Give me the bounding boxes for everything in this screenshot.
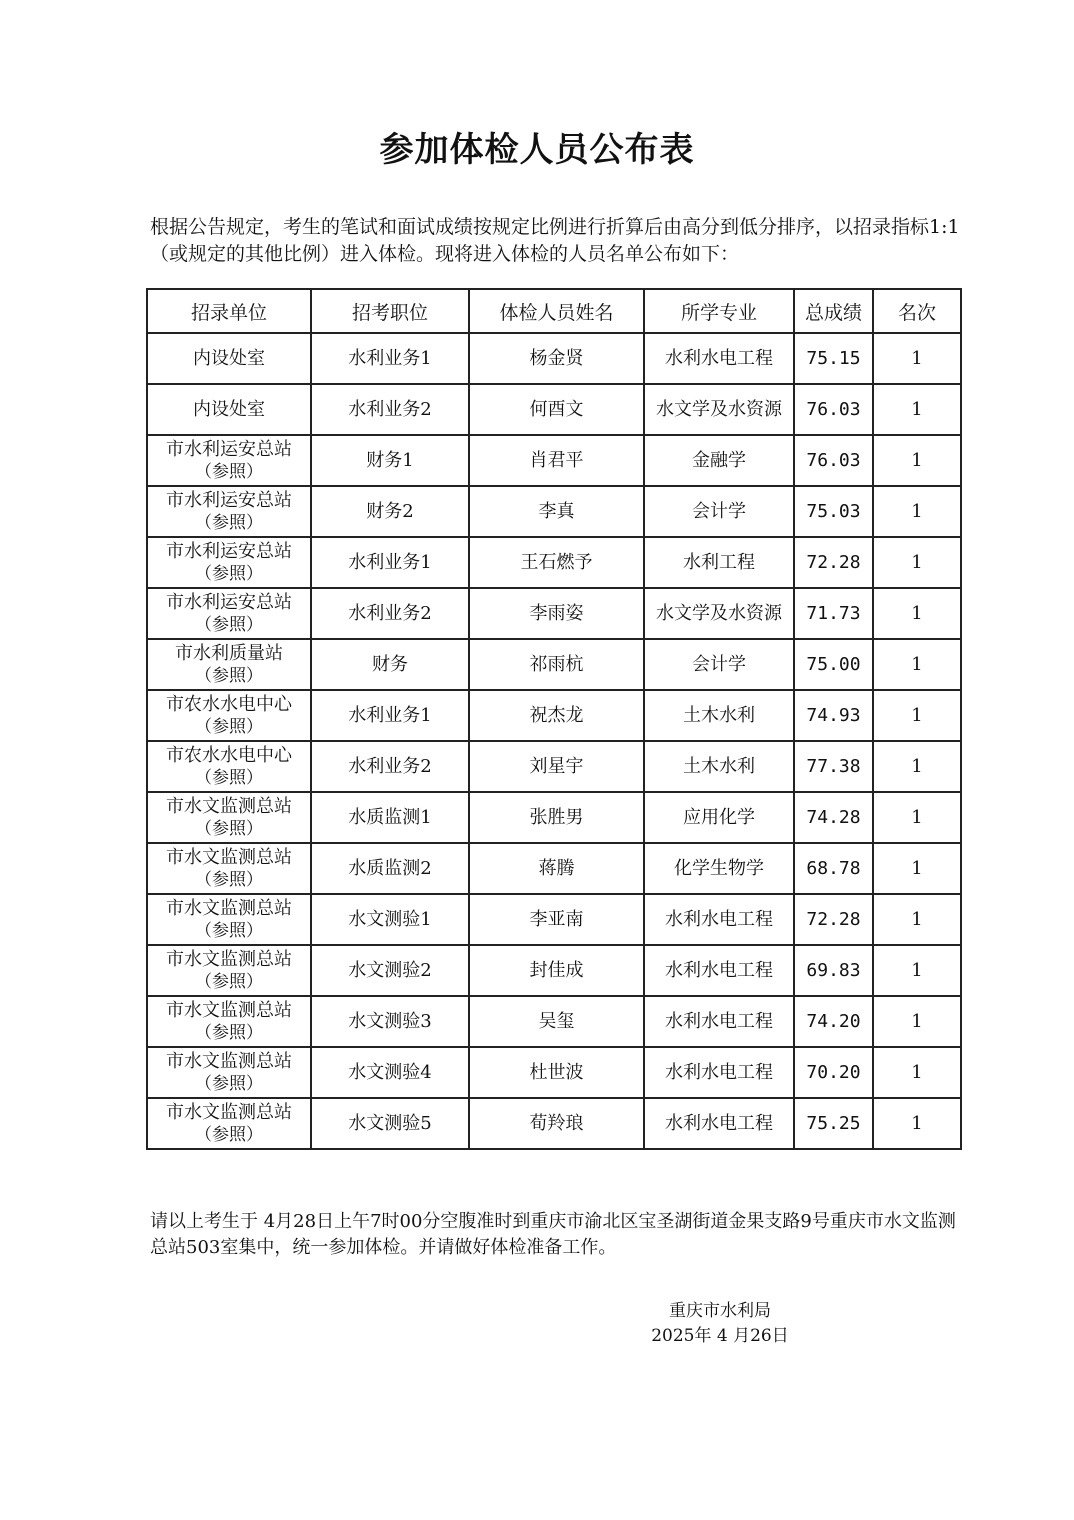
intro-paragraph: 根据公告规定，考生的笔试和面试成绩按规定比例进行折算后由高分到低分排序，以招录指标1:1（或规定的其他比例）进入体检。现将进入体检的人员名单公布如下： — [150, 216, 960, 265]
unit-name: 市水利运安总站 — [166, 438, 292, 460]
cell-unit — [147, 1098, 311, 1149]
cell-position: 水文测验4 — [311, 1047, 469, 1098]
cell-position: 财务1 — [311, 435, 469, 486]
unit-name: 市水文监测总站 — [166, 1050, 292, 1072]
cell-rank: 1 — [873, 537, 961, 588]
cell-name: 蒋腾 — [469, 843, 644, 894]
table-row — [147, 384, 961, 435]
header-position: 招考职位 — [311, 289, 469, 333]
unit-name: 市农水水电中心 — [166, 693, 292, 715]
page-title: 参加体检人员公布表 — [379, 130, 695, 170]
cell-major: 水文学及水资源 — [644, 588, 794, 639]
cell-score: 69.83 — [794, 945, 873, 996]
unit-note: （参照） — [195, 614, 263, 635]
table-row — [147, 1098, 961, 1149]
table-row — [147, 1047, 961, 1098]
cell-name: 刘星宇 — [469, 741, 644, 792]
cell-major: 应用化学 — [644, 792, 794, 843]
cell-position: 水文测验5 — [311, 1098, 469, 1149]
unit-note: （参照） — [195, 920, 263, 941]
cell-rank: 1 — [873, 588, 961, 639]
cell-position: 水利业务2 — [311, 588, 469, 639]
table-row — [147, 996, 961, 1047]
unit-name: 市水文监测总站 — [166, 948, 292, 970]
cell-position: 水利业务1 — [311, 690, 469, 741]
cell-name: 祝杰龙 — [469, 690, 644, 741]
cell-unit — [147, 333, 311, 384]
cell-score: 74.93 — [794, 690, 873, 741]
cell-name: 张胜男 — [469, 792, 644, 843]
cell-rank: 1 — [873, 996, 961, 1047]
table-row — [147, 741, 961, 792]
cell-name: 李真 — [469, 486, 644, 537]
cell-rank: 1 — [873, 486, 961, 537]
unit-note: （参照） — [195, 1124, 263, 1145]
cell-major: 水利水电工程 — [644, 996, 794, 1047]
unit-note: （参照） — [195, 461, 263, 482]
unit-note: （参照） — [195, 512, 263, 533]
header-row — [147, 289, 961, 333]
table-row — [147, 792, 961, 843]
unit-note: （参照） — [195, 767, 263, 788]
cell-position: 水文测验3 — [311, 996, 469, 1047]
table-row — [147, 945, 961, 996]
cell-rank: 1 — [873, 1098, 961, 1149]
cell-score: 72.28 — [794, 894, 873, 945]
cell-position: 财务 — [311, 639, 469, 690]
cell-score: 68.78 — [794, 843, 873, 894]
unit-note: （参照） — [195, 563, 263, 584]
cell-rank: 1 — [873, 741, 961, 792]
cell-major: 水文学及水资源 — [644, 384, 794, 435]
cell-major: 会计学 — [644, 486, 794, 537]
cell-name: 杜世波 — [469, 1047, 644, 1098]
cell-rank: 1 — [873, 1047, 961, 1098]
unit-name: 市水文监测总站 — [166, 1101, 292, 1123]
table-row — [147, 843, 961, 894]
cell-unit — [147, 384, 311, 435]
cell-rank: 1 — [873, 894, 961, 945]
unit-name: 市水利运安总站 — [166, 591, 292, 613]
cell-position: 水利业务1 — [311, 537, 469, 588]
cell-name: 肖君平 — [469, 435, 644, 486]
cell-major: 水利水电工程 — [644, 333, 794, 384]
unit-note: （参照） — [195, 971, 263, 992]
cell-rank: 1 — [873, 843, 961, 894]
cell-position: 水质监测1 — [311, 792, 469, 843]
cell-unit — [147, 894, 311, 945]
table-row — [147, 639, 961, 690]
cell-major: 水利水电工程 — [644, 1047, 794, 1098]
cell-name: 杨金贤 — [469, 333, 644, 384]
table-row — [147, 333, 961, 384]
cell-position: 水文测验2 — [311, 945, 469, 996]
table-body — [147, 333, 961, 1149]
cell-score: 77.38 — [794, 741, 873, 792]
cell-unit — [147, 792, 311, 843]
cell-major: 土木水利 — [644, 741, 794, 792]
header-unit: 招录单位 — [147, 289, 311, 333]
cell-major: 水利工程 — [644, 537, 794, 588]
table-row — [147, 537, 961, 588]
cell-score: 71.73 — [794, 588, 873, 639]
cell-position: 水利业务1 — [311, 333, 469, 384]
cell-rank: 1 — [873, 945, 961, 996]
unit-name: 市水利运安总站 — [166, 540, 292, 562]
cell-rank: 1 — [873, 333, 961, 384]
unit-name: 市水文监测总站 — [166, 897, 292, 919]
cell-position: 水利业务2 — [311, 741, 469, 792]
unit-name: 内设处室 — [193, 399, 265, 420]
unit-note: （参照） — [195, 1073, 263, 1094]
cell-major: 化学生物学 — [644, 843, 794, 894]
cell-name: 祁雨杭 — [469, 639, 644, 690]
cell-score: 74.28 — [794, 792, 873, 843]
cell-rank: 1 — [873, 435, 961, 486]
cell-unit — [147, 690, 311, 741]
table-header — [147, 289, 961, 333]
cell-rank: 1 — [873, 639, 961, 690]
unit-note: （参照） — [195, 1022, 263, 1043]
header-name: 体检人员姓名 — [469, 289, 644, 333]
cell-score: 75.15 — [794, 333, 873, 384]
candidate-table — [146, 288, 962, 1150]
cell-rank: 1 — [873, 792, 961, 843]
unit-name: 市农水水电中心 — [166, 744, 292, 766]
unit-name: 市水利运安总站 — [166, 489, 292, 511]
table-row — [147, 435, 961, 486]
notice-paragraph: 请以上考生于 4月28日上午7时00分空腹准时到重庆市渝北区宝圣湖街道金果支路9号重庆市水文监测总站503室集中，统一参加体检。并请做好体检准备工作。 — [150, 1211, 956, 1258]
cell-major: 金融学 — [644, 435, 794, 486]
cell-rank: 1 — [873, 690, 961, 741]
cell-score: 76.03 — [794, 384, 873, 435]
cell-score: 72.28 — [794, 537, 873, 588]
cell-position: 财务2 — [311, 486, 469, 537]
header-rank: 名次 — [873, 289, 961, 333]
cell-score: 74.20 — [794, 996, 873, 1047]
cell-unit — [147, 435, 311, 486]
cell-unit — [147, 588, 311, 639]
cell-score: 75.03 — [794, 486, 873, 537]
cell-name: 封佳成 — [469, 945, 644, 996]
cell-major: 土木水利 — [644, 690, 794, 741]
cell-unit — [147, 996, 311, 1047]
table-row — [147, 690, 961, 741]
cell-score: 75.25 — [794, 1098, 873, 1149]
cell-name: 王石燃予 — [469, 537, 644, 588]
cell-name: 何酉文 — [469, 384, 644, 435]
header-major: 所学专业 — [644, 289, 794, 333]
unit-name: 市水文监测总站 — [166, 999, 292, 1021]
cell-name: 李亚南 — [469, 894, 644, 945]
cell-score: 75.00 — [794, 639, 873, 690]
cell-unit — [147, 537, 311, 588]
table-row — [147, 588, 961, 639]
unit-name: 市水文监测总站 — [166, 795, 292, 817]
cell-name: 李雨姿 — [469, 588, 644, 639]
cell-name: 荀羚琅 — [469, 1098, 644, 1149]
unit-note: （参照） — [195, 818, 263, 839]
cell-major: 会计学 — [644, 639, 794, 690]
unit-name: 内设处室 — [193, 348, 265, 369]
unit-note: （参照） — [195, 665, 263, 686]
header-score: 总成绩 — [794, 289, 873, 333]
cell-unit — [147, 639, 311, 690]
unit-name: 市水利质量站 — [175, 642, 283, 664]
cell-major: 水利水电工程 — [644, 894, 794, 945]
unit-name: 市水文监测总站 — [166, 846, 292, 868]
cell-unit — [147, 945, 311, 996]
cell-unit — [147, 1047, 311, 1098]
cell-major: 水利水电工程 — [644, 945, 794, 996]
signature-org: 重庆市水利局 — [669, 1301, 771, 1321]
cell-position: 水质监测2 — [311, 843, 469, 894]
cell-unit — [147, 486, 311, 537]
cell-position: 水文测验1 — [311, 894, 469, 945]
signature-date: 2025年 4 月26日 — [651, 1326, 789, 1346]
cell-name: 吴玺 — [469, 996, 644, 1047]
unit-note: （参照） — [195, 716, 263, 737]
cell-position: 水利业务2 — [311, 384, 469, 435]
cell-unit — [147, 843, 311, 894]
cell-score: 76.03 — [794, 435, 873, 486]
cell-score: 70.20 — [794, 1047, 873, 1098]
cell-rank: 1 — [873, 384, 961, 435]
cell-unit — [147, 741, 311, 792]
unit-note: （参照） — [195, 869, 263, 890]
table-row — [147, 486, 961, 537]
table-row — [147, 894, 961, 945]
cell-major: 水利水电工程 — [644, 1098, 794, 1149]
